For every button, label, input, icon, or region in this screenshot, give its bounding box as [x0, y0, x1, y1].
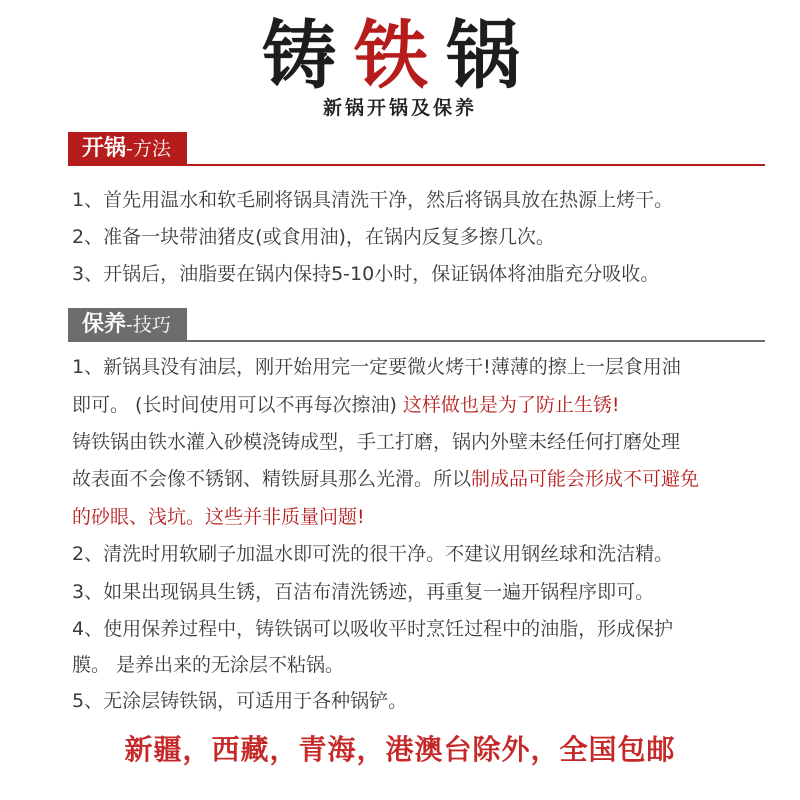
section-divider — [68, 164, 765, 166]
page-title — [0, 8, 800, 104]
care-step-4-line-2: 膜。 是养出来的无涂层不粘锅。 — [72, 654, 345, 676]
care-step-2: 2、清洗时用软刷子加温水即可洗的很干净。不建议用钢丝球和洗洁精。 — [72, 543, 674, 565]
title-char-3: 锅 — [446, 13, 538, 99]
shipping-notice: 新疆，西藏，青海，港澳台除外，全国包邮 — [124, 733, 676, 766]
page-subtitle: 新锅开锅及保养 — [322, 97, 477, 119]
care-step-4-line-1: 4、使用保养过程中，铸铁锅可以吸收平时烹饪过程中的油脂，形成保护 — [72, 618, 674, 640]
care-step-1-line-1: 1、新锅具没有油层，刚开始用完一定要微火烤干!薄薄的擦上一层食用油 — [72, 356, 681, 378]
care-step-1-line-2 — [72, 390, 772, 420]
open-step-1: 1、首先用温水和软毛刷将锅具清洗干净，然后将锅具放在热源上烤干。 — [72, 189, 674, 211]
rust-warning: 这样做也是为了防止生锈! — [396, 394, 620, 416]
title-char-1: 铸 — [262, 13, 354, 99]
care-step-3: 3、如果出现锅具生锈，百洁布清洗锈迹，再重复一遍开锅程序即可。 — [72, 581, 655, 603]
section-divider — [68, 340, 765, 342]
section-label-care — [68, 308, 187, 342]
note-highlight: 制成品可能会形成不可避免 — [471, 468, 700, 490]
note-line-2 — [72, 464, 772, 494]
section-title-main: 开锅 — [82, 136, 127, 161]
section-label-open — [68, 132, 187, 166]
section-title-main: 保养 — [82, 312, 127, 337]
section-header-open — [68, 132, 765, 166]
section-title-sub: -方法 — [126, 138, 171, 160]
note-text: 故表面不会像不锈钢、精铁厨具那么光滑。所以 — [72, 468, 472, 490]
care-step-1-text: 即可。 (长时间使用可以不再每次擦油) — [72, 394, 397, 416]
open-step-2: 2、准备一块带油猪皮(或食用油)，在锅内反复多擦几次。 — [72, 226, 555, 248]
open-step-3: 3、开锅后，油脂要在锅内保持5-10小时，保证锅体将油脂充分吸收。 — [72, 263, 660, 285]
section-title-sub: -技巧 — [126, 314, 171, 336]
care-step-5: 5、无涂层铸铁锅，可适用于各种锅铲。 — [72, 690, 408, 712]
title-char-2: 铁 — [354, 13, 446, 99]
section-header-care — [68, 308, 765, 342]
note-line-3: 的砂眼、浅坑。这些并非质量问题! — [72, 506, 365, 528]
note-line-1: 铸铁锅由铁水灌入砂模浇铸成型，手工打磨，锅内外壁未经任何打磨处理 — [72, 431, 681, 453]
